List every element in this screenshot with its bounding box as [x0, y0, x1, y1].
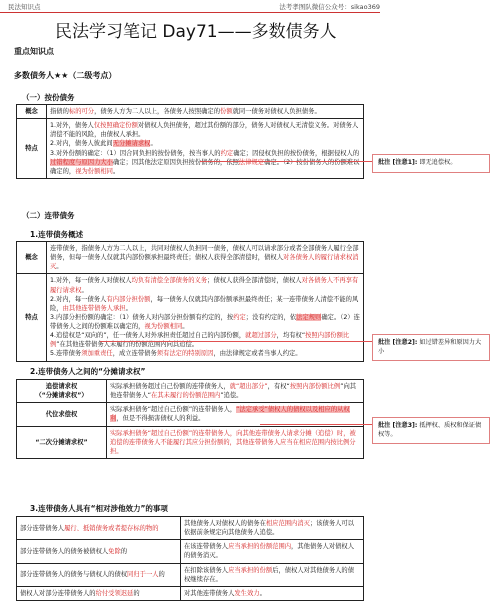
subsection-3-heading: 3.连带债务人具有“相对涉他效力”的事项: [30, 504, 168, 513]
features-label: 特点: [17, 274, 47, 361]
table-row: [17, 119, 364, 179]
subsection-2-heading: 2.连带债务人之间的“分摊请求权”: [30, 367, 146, 376]
table-row: [17, 105, 364, 119]
subrogation-cell: 实际承担债务“超过自己份额”的连带债务人，“法定承受”债权人的债权以及相应的从权利，但是不得损害债权人的利益。: [107, 403, 364, 426]
concept-label: 概念: [17, 242, 47, 274]
features-cell: 1.对外，每一债务人对债权人均负有清偿全部债务的义务；债权人获得全部清偿时，债权人对各债务人不再享有履行请求权。 2.对内，每一债务人有内部分担份额，每一债务人仅就其内部份额承担最终责任；某一连带债务人清偿不能的风险，由其他连带债务人承担。 3.内部分担份额的确定：（1）债务人对内部分担份额有约定的，按约定；没有约定的，依法定规则确定。（2）连带债务人之间的份额难以确定的，视为份额相同。 4.追偿权是“双向的”，任一债务人对外承担责任超过自己的内部份额，就超过部分，均有权“按照内部份额比例”在其他连带债务人未履行的份额范围内向其追偿。 5.连带债务须加重责任，成立连带债务须有法定的特别原因，由法律规定或者当事人约定。: [47, 274, 364, 361]
section-1-heading: （一）按份债务: [22, 93, 75, 102]
section-2-heading: （二）连带债务: [22, 211, 75, 220]
recourse-cell: 实际承担债务超过自己份额的连带债务人，就“超出部分”，有权“按照内部份额比例”向其他连带债务人“在其未履行的份额范围内”追偿。: [107, 380, 364, 403]
comment-connector: [200, 161, 372, 162]
comment-2[interactable]: 批注 [注意2]: 如过错差异和原因力大小: [372, 334, 490, 361]
table-row: [17, 242, 364, 274]
key-points-heading: 重点知识点: [14, 47, 54, 56]
header-left: 民法知识点: [8, 3, 41, 11]
several-debt-table: [16, 104, 364, 179]
table-row: [17, 380, 364, 403]
comment-1[interactable]: 批注 [注意1]: 即无追偿权。: [372, 154, 490, 173]
table-row: 部分连带债务人的债务被债权人免除的 在该连带债务人应当承担的份额范围内，其他债务人对债权人的债务消灭。: [17, 540, 364, 563]
concept-label: 概念: [17, 105, 47, 119]
page-title: 民法学习笔记 Day71——多数债务人: [55, 22, 337, 42]
header-right: 法考孝图队微信公众号：sikao369: [279, 3, 380, 11]
table-row: 债权人对部分连带债务人的给付受领迟延的 对其他连带债务人发生效力。: [17, 586, 364, 600]
subrogation-label: 代位求偿权: [17, 403, 107, 426]
features-label: 特点: [17, 119, 47, 179]
page-header: [0, 0, 500, 12]
table-row: [17, 403, 364, 426]
comment-connector: [260, 424, 372, 425]
concept-cell: 指债的标的可分，债务人方为二人以上，各债务人按照确定的份额就同一债务对债权人负担债务。: [47, 105, 364, 119]
recourse-label: 追偿请求权 （“分摊请求权”）: [17, 380, 107, 403]
table-row: [17, 426, 364, 458]
second-share-label: “二次分摊请求权”: [17, 426, 107, 458]
joint-debt-table: [16, 241, 364, 362]
table-row: 部分连带债务人履行、抵销债务或者提存标的物的 其他债务人对债权人的债务在相应范围内消灭；该债务人可以依据前条规定向其他债务人追偿。: [17, 517, 364, 540]
comment-connector: [100, 341, 372, 342]
no-share-claim-highlight: 无分摊请求权: [112, 140, 151, 148]
concept-cell: 连带债务，指债务人方为二人以上，共同对债权人负担同一债务，债权人可以请求部分或者全部债务人履行全部债务，但每一债务人仅就其内部份额承担最终责任；债权人获得全部清偿时，债权人对各债务人的履行请求权消灭。: [47, 242, 364, 274]
table-row: 部分连带债务人的债务与债权人的债权同归于一人的 在扣除该债务人应当承担的份额后，债权人对其他债务人的债权继续存在。: [17, 563, 364, 586]
relative-effect-table: [16, 516, 364, 601]
topic-heading: 多数债务人★★（二级考点）: [14, 71, 117, 80]
comment-3[interactable]: 批注 [注意3]: 抵押权、质权和保证债权等。: [372, 417, 490, 444]
subsection-1-heading: 1.连带债务概述: [30, 230, 84, 239]
share-claim-table: [16, 379, 364, 459]
table-row: [17, 274, 364, 361]
second-share-cell: 实际承担债务“超过自己份额”的连带债务人，向其他连带债务人请求分摊（追偿）时，被追偿的连带债务人不能履行其应分担份额的，其他连带债务人应当在相应范围内按比例分担。: [107, 426, 364, 458]
header-rule: [0, 12, 380, 13]
features-cell: 1.对外，债务人仅按照确定份额对债权人负担债务，超过其份额的部分，债务人对债权人无清偿义务。对债务人清偿不能的风险，由债权人承担。 2.对内，债务人彼此间无分摊请求权。 3.对外份额的确定：（1）因合同负担的按份债务，按当事人的约定确定；因侵权负担的按份债务，根据侵权人的过错程度与原因力大小确定；因其他法定原因负担按份债务的，依照法律规定确定。（2）按份债务人的份额难以确定的，视为份额相同。: [47, 119, 364, 179]
